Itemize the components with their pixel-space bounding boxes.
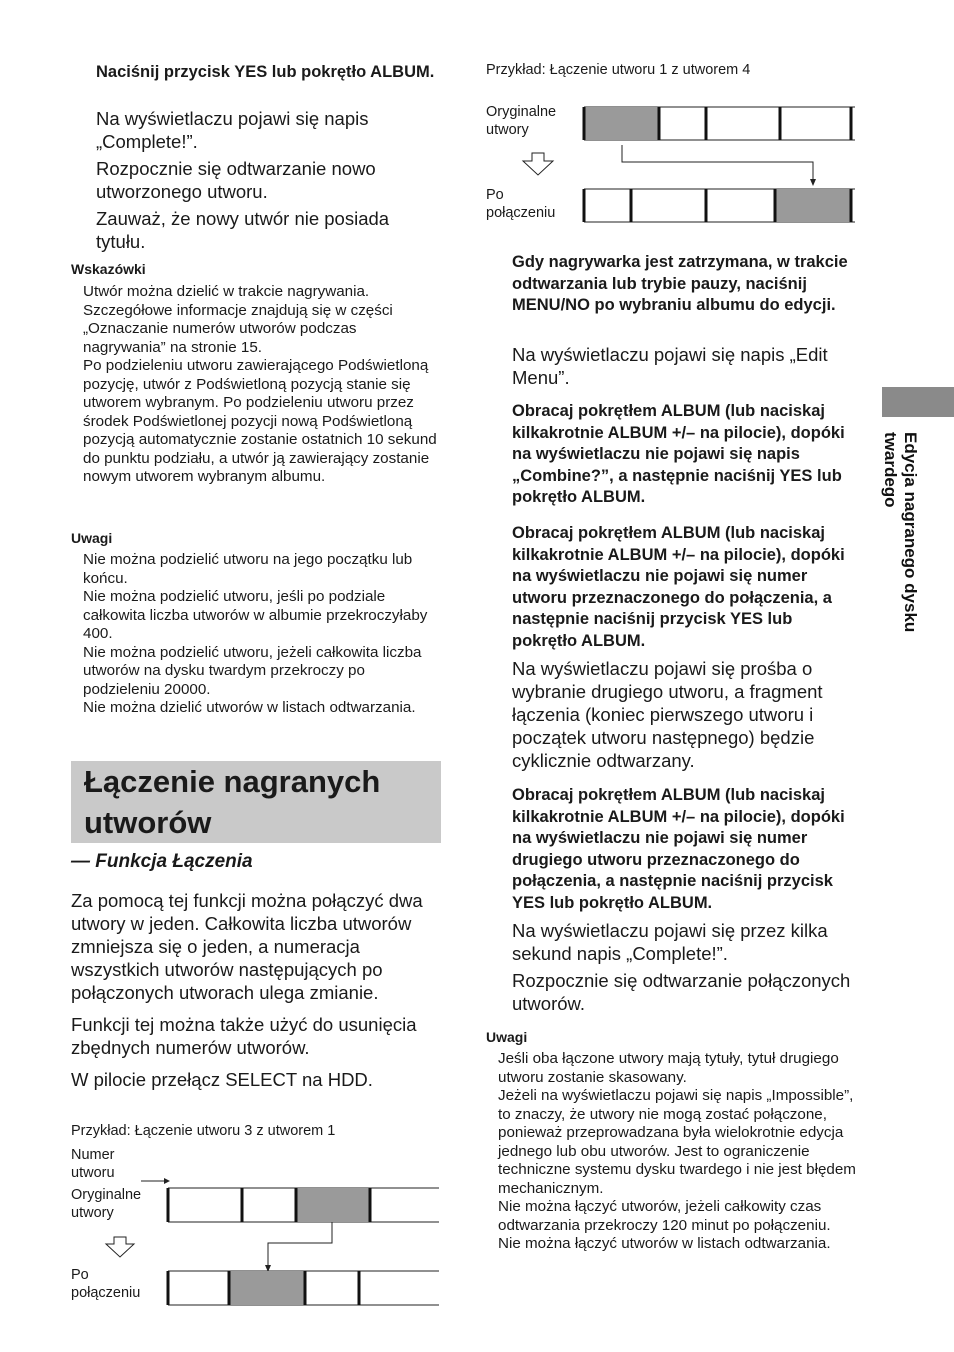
combine-arrowhead [810, 179, 816, 186]
tips-heading: Wskazówki [71, 261, 146, 277]
example-caption-right: Przykład: Łączenie utworu 1 z utworem 4 [486, 62, 751, 78]
intro-paragraph: Za pomocą tej funkcji można połączyć dwa utwory w jeden. Całkowita liczba utworów zmniejsza się o jeden, a numeracja wszystkich utworów następujących po połączonych utworach ulega zmianie. [71, 890, 423, 1003]
note-item: Nie można podzielić utworu na jego początku lub końcu. [83, 551, 413, 587]
note-item: Nie można łączyć utworów, jeżeli całkowity czas odtwarzania przekroczy 120 minut po połączeniu. [498, 1198, 831, 1234]
side-tab-label: Edycja nagranego dysku twardego [881, 432, 920, 633]
label-after-combine-left: Po połączeniu [71, 1267, 141, 1301]
combine-connector [622, 145, 813, 180]
intro-paragraph: Funkcji tej można także użyć do usunięcia zbędnych numerów utworów. [71, 1014, 417, 1058]
note-item: Jeżeli na wyświetlaczu pojawi się napis „Impossible”, to znaczy, że utwory nie mogą zostać połączone, ponieważ przeprowadzana była wielokrotnie edycja jednego lub obu utworów. Jest to ograniczenie techniczne systemu dysku twardego i nie jest błędem mechanicznym. [498, 1087, 856, 1197]
notes-heading-right: Uwagi [486, 1029, 528, 1045]
intro-paragraph: W pilocie przełącz SELECT na HDD. [71, 1069, 373, 1090]
description-line: Rozpocznie się odtwarzanie połączonych utworów. [512, 970, 851, 1014]
section-title: Łączenie nagranych utworów [84, 764, 381, 840]
label-track-number: Numer utworu [71, 1147, 115, 1181]
note-item: Nie można podzielić utworu, jeżeli całkowita liczba utworów na dysku twardym przekroczy po podzieleniu 20000. [83, 643, 422, 698]
label-after-combine-right: Po połączeniu [486, 187, 556, 221]
tip-item: Utwór można dzielić w trakcie nagrywania. Szczegółowe informacje znajdują się w części „Oznaczanie numerów utworów podczas nagrywania” na stronie 15. [83, 283, 393, 356]
notes-list-right [498, 1050, 858, 1254]
description-line: Na wyświetlaczu pojawi się przez kilka sekund napis „Complete!”. [512, 920, 828, 964]
label-original-tracks-left: Oryginalne utwory [71, 1187, 142, 1221]
note-item: Nie można podzielić utworu, jeśli po podziale całkowita liczba utworów w albumie przekroczyłaby 400. [83, 588, 428, 642]
step-3-description: Na wyświetlaczu pojawi się prośba o wybranie drugiego utworu, a fragment łączenia (koniec pierwszego utworu i początek utworu następnego) będzie cyklicznie odtwarzany. [512, 658, 823, 771]
step-1-instruction: Gdy nagrywarka jest zatrzymana, w trakcie odtwarzania lub trybie pauzy, naciśnij MENU/NO po wybraniu albumu do edycji. [512, 253, 848, 314]
step-3-instruction: Obracaj pokrętłem ALBUM (lub naciskaj kilkakrotnie ALBUM +/– na pilocie), dopóki na wyświetlaczu nie pojawi się numer utworu przeznaczonego do połączenia, a następnie naciśnij przycisk YES lub pokrętło ALBUM. [512, 524, 845, 650]
step-1-description: Na wyświetlaczu pojawi się napis „Edit Menu”. [512, 344, 828, 388]
step-2-instruction: Obracaj pokrętłem ALBUM (lub naciskaj kilkakrotnie ALBUM +/– na pilocie), dopóki na wyświetlaczu nie pojawi się napis „Combine?”, a następnie naciśnij YES lub pokrętło ALBUM. [512, 402, 845, 506]
side-tab-marker [882, 387, 954, 417]
down-arrow-icon [523, 153, 553, 175]
section-subtitle: — Funkcja Łączenia [71, 851, 253, 872]
note-item: Jeśli oba łączone utwory mają tytuły, tytuł drugiego utworu zostanie skasowany. [498, 1050, 839, 1086]
tip-item: Po podzieleniu utworu zawierającego Podświetloną pozycję, utwór z Podświetloną pozycją stanie się utworem wybranym. Po podzieleniu utworu przez środek Podświetlonej pozycji nową Podświetloną pozycją automatycznie zostanie ostatnich 10 sekund do punktu podziału, a utwór ją zawierający zostanie nowym utworem wybranym albumu. [83, 357, 437, 485]
label-original-tracks-right: Oryginalne utwory [486, 104, 557, 138]
step-complete-instruction: Naciśnij przycisk YES lub pokrętło ALBUM. [96, 63, 435, 81]
note-item: Nie można dzielić utworów w listach odtwarzania. [83, 699, 416, 716]
note-item: Nie można łączyć utworów w listach odtwarzania. [498, 1235, 831, 1252]
after-combined-track-highlight [775, 189, 851, 222]
notes-heading: Uwagi [71, 530, 113, 546]
description-line: Rozpocznie się odtwarzanie nowo utworzonego utworu. [96, 158, 376, 202]
example-caption-left: Przykład: Łączenie utworu 3 z utworem 1 [71, 1123, 336, 1139]
description-line: Zauważ, że nowy utwór nie posiada tytułu. [96, 208, 390, 252]
original-track-1-highlight [584, 107, 659, 140]
description-line: Na wyświetlaczu pojawi się napis „Complete!”. [96, 108, 369, 152]
step-4-description [512, 919, 857, 1019]
step-4-instruction: Obracaj pokrętłem ALBUM (lub naciskaj kilkakrotnie ALBUM +/– na pilocie), dopóki na wyświetlaczu nie pojawi się numer drugiego utworu przeznaczonego do połączenia, a następnie naciśnij przycisk YES lub pokrętło ALBUM. [512, 786, 845, 912]
